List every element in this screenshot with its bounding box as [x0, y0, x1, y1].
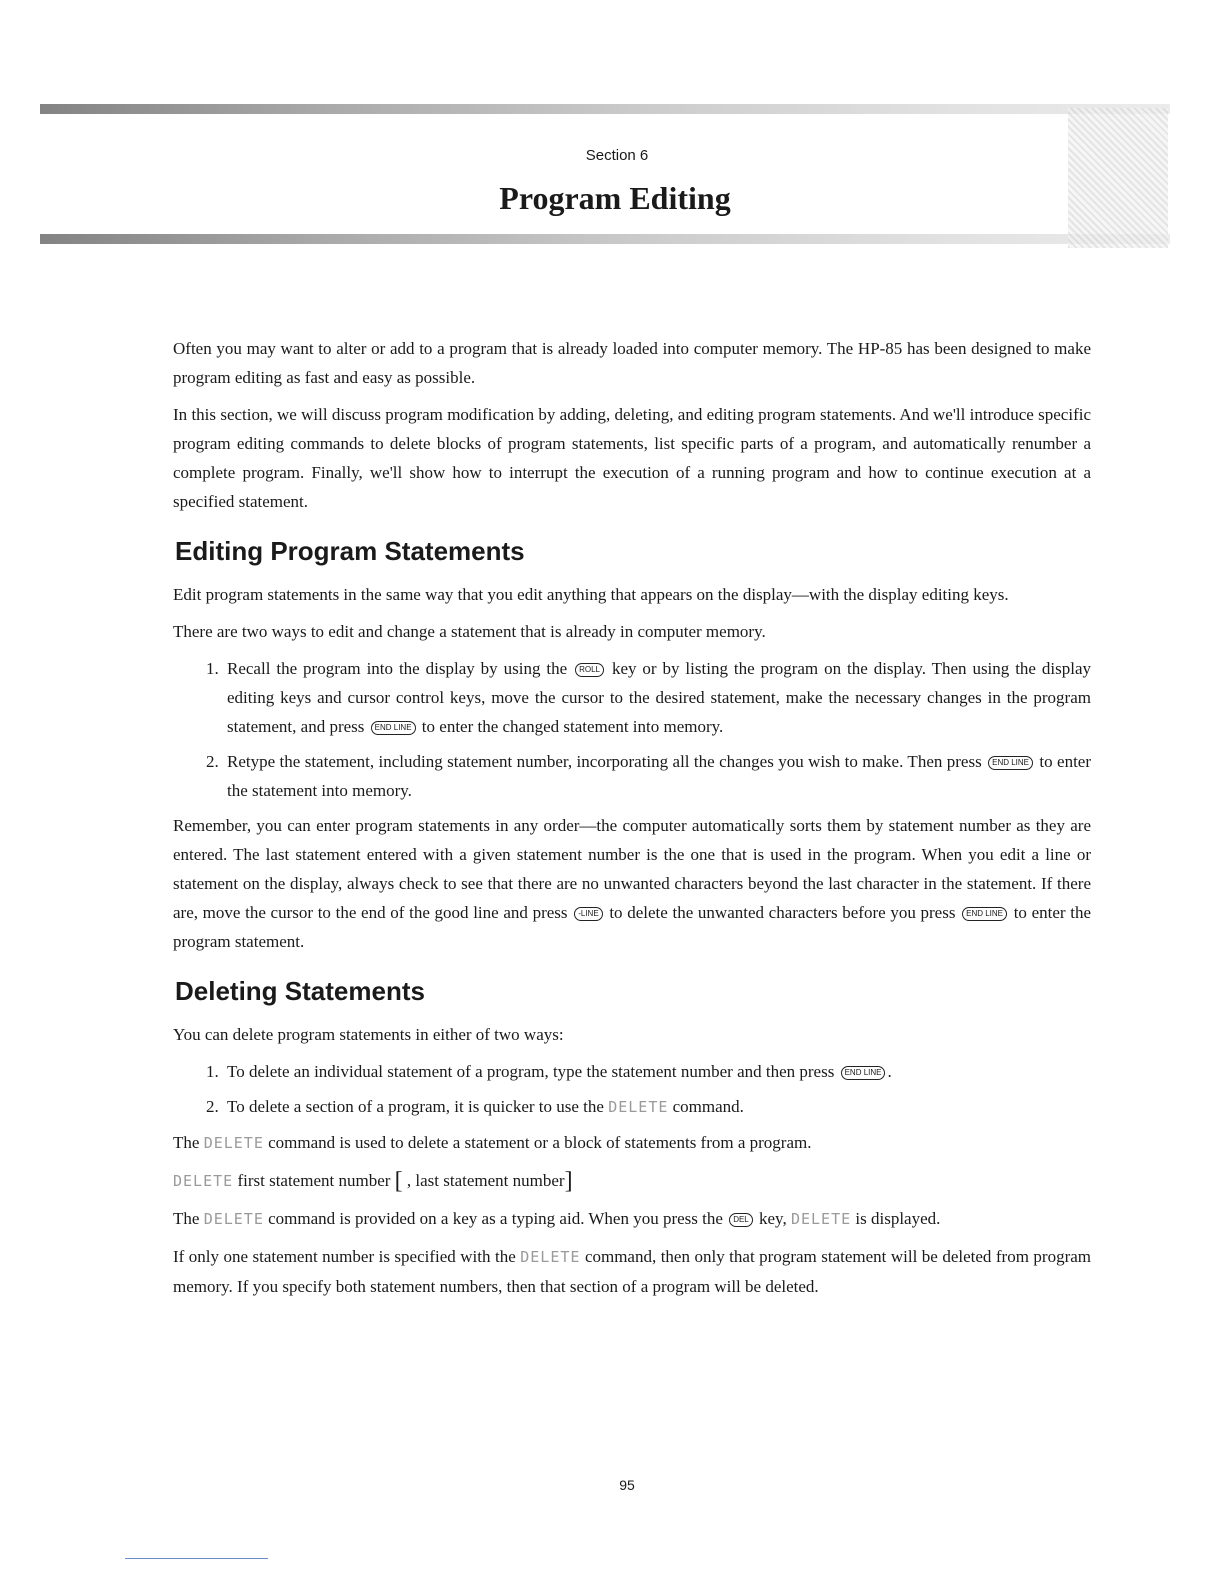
delete-command: DELETE: [203, 1134, 264, 1152]
end-line-key-icon: END LINE: [371, 721, 416, 735]
heading-editing-program-statements: Editing Program Statements: [175, 536, 525, 566]
deleting-list: [173, 1057, 1091, 1122]
deleting-paragraph-2: The DELETE command is used to delete a statement or a block of statements from a program.: [173, 1133, 812, 1152]
page-body: [173, 334, 1091, 1309]
delete-syntax: DELETE first statement number [ , last statement number]: [173, 1168, 573, 1194]
header-band-bottom: [40, 234, 1170, 244]
delete-command: DELETE: [203, 1210, 264, 1228]
page-number: 95: [619, 1477, 635, 1493]
intro-paragraph-2: In this section, we will discuss program modification by adding, deleting, and editing program statements. And we'll introduce specific program editing commands to delete blocks of program statements, list specific parts of a program, and automatically renumber a complete program. Finally, we'll show how to interrupt the execution of a running program and how to continue execution at a specified statement.: [173, 405, 1091, 511]
deleting-paragraph-1: You can delete program statements in either of two ways:: [173, 1025, 564, 1044]
header-corner-texture: [1068, 108, 1168, 248]
deleting-list-item-2: 2. To delete a section of a program, it is quicker to use the DELETE command.: [223, 1092, 1091, 1122]
header-band-top: [40, 104, 1170, 114]
editing-list-item-1: 1. Recall the program into the display by using the ROLL key or by listing the program on the display. Then using the display editing keys and cursor control keys, move the cursor to the desired statement, make the necessary changes in the program statement, and press END LINE to enter the changed statement into memory.: [223, 654, 1091, 741]
delete-command: DELETE: [790, 1210, 852, 1228]
deleting-list-item-1: 1. To delete an individual statement of a program, type the statement number and then press END LINE .: [223, 1057, 1091, 1086]
delete-command: DELETE: [520, 1248, 581, 1266]
heading-deleting-statements: Deleting Statements: [175, 976, 425, 1006]
editing-paragraph-3: Remember, you can enter program statements in any order—the computer automatically sorts them by statement number as they are entered. The last statement entered with a given statement number is the one that is used in the program. When you edit a line or statement on the display, always check to see that there are no unwanted characters beyond the last character in the statement. If there are, move the cursor to the end of the good line and press -LINE to delete the unwanted characters before you press END LINE to enter the program statement.: [173, 816, 1091, 951]
end-line-key-icon: END LINE: [988, 756, 1033, 770]
editing-list-item-2: 2. Retype the statement, including statement number, incorporating all the changes you wish to make. Then press END LINE to enter the statement into memory.: [223, 747, 1091, 805]
del-key-icon: DEL: [729, 1213, 753, 1227]
footer-rule: [125, 1558, 268, 1559]
page-title: Program Editing: [499, 180, 731, 216]
editing-paragraph-1: Edit program statements in the same way that you edit anything that appears on the display—with the display editing keys.: [173, 585, 1009, 604]
editing-paragraph-2: There are two ways to edit and change a statement that is already in computer memory.: [173, 622, 766, 641]
editing-list: [173, 654, 1091, 805]
end-line-key-icon: END LINE: [841, 1066, 886, 1080]
deleting-paragraph-3: The DELETE command is provided on a key as a typing aid. When you press the DEL key, DELETE is displayed.: [173, 1209, 941, 1228]
deleting-paragraph-4: If only one statement number is specified with the DELETE command, then only that program statement will be deleted from program memory. If you specify both statement numbers, then that section of a program will be deleted.: [173, 1247, 1092, 1296]
section-label: Section 6: [585, 147, 649, 164]
delete-command: DELETE: [608, 1098, 669, 1116]
delete-command: DELETE: [173, 1172, 234, 1190]
roll-key-icon: ROLL: [575, 663, 604, 677]
end-line-key-icon: END LINE: [962, 907, 1007, 921]
minus-line-key-icon: -LINE: [574, 907, 602, 921]
intro-paragraph-1: Often you may want to alter or add to a program that is already loaded into computer memory. The HP-85 has been designed to make program editing as fast and easy as possible.: [173, 339, 1091, 387]
